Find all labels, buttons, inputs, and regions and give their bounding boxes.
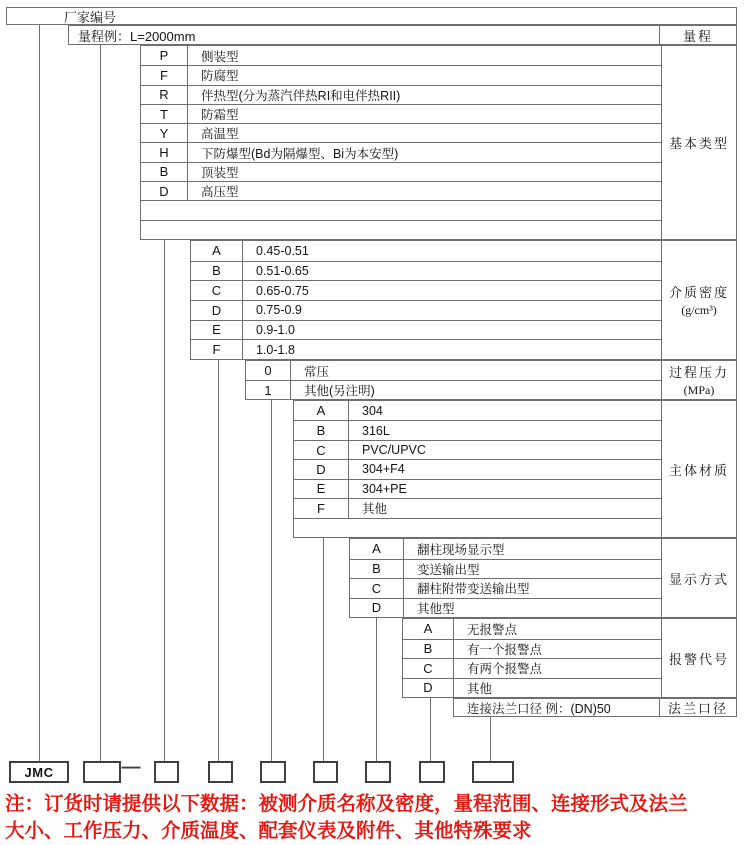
option-desc: 316L [362, 423, 390, 438]
option-row [350, 578, 661, 598]
option-desc: 顶装型 [201, 165, 239, 180]
connector-line-pressure [271, 400, 272, 761]
option-code: B [141, 163, 188, 181]
option-desc: 0.75-0.9 [256, 303, 302, 318]
option-desc: 0.9-1.0 [256, 322, 295, 337]
option-desc: 翻柱现场显示型 [417, 542, 505, 557]
connector-line-flange [490, 717, 491, 761]
section-label-text: 过程压力 [668, 365, 729, 380]
option-desc: 1.0-1.8 [256, 342, 295, 357]
option-code: D [191, 301, 243, 320]
option-desc: 其他(另注明) [304, 384, 375, 398]
option-code: B [403, 640, 454, 659]
option-code: A [294, 401, 349, 420]
option-row [294, 420, 661, 439]
section-label [661, 539, 736, 617]
option-code: 0 [246, 361, 291, 380]
range-label: 量程 [659, 26, 736, 44]
code-box-display [365, 761, 391, 783]
option-code: C [350, 579, 404, 598]
model-prefix-text: JMC [24, 764, 54, 780]
option-code: T [141, 105, 188, 123]
code-box-alarm [419, 761, 445, 783]
connector-line-material [323, 538, 324, 761]
option-desc: 高温型 [201, 127, 239, 142]
option-row [191, 241, 661, 261]
option-row [246, 380, 661, 399]
option-row [350, 539, 661, 559]
option-row [294, 459, 661, 478]
section-label-text: 显示方式 [668, 571, 729, 587]
option-row [141, 181, 661, 200]
option-desc: PVC/UPVC [362, 443, 426, 458]
section-label-text: 报警代号 [668, 651, 729, 667]
option-desc: 高压型 [201, 185, 239, 200]
option-desc: 下防爆型(Bd为隔爆型、Bi为本安型) [201, 146, 399, 161]
connector-line-manufacturer [39, 25, 40, 761]
option-code: D [350, 599, 404, 618]
option-code: A [403, 619, 454, 639]
option-row [403, 619, 661, 639]
option-desc: 防腐型 [201, 69, 239, 84]
option-desc: 0.45-0.51 [256, 243, 309, 258]
option-code: 1 [246, 381, 291, 399]
option-row [403, 678, 661, 698]
option-code: R [141, 86, 188, 104]
connector-line-density [218, 360, 219, 761]
connector-line-basic-type [164, 240, 165, 761]
option-desc: 有一个报警点 [467, 642, 543, 657]
option-code: D [141, 182, 188, 200]
flange-size-text: 连接法兰口径 例：(DN)50 [467, 701, 611, 716]
section-process-pressure [245, 360, 737, 400]
option-row [141, 162, 661, 181]
option-row [350, 598, 661, 618]
model-prefix-box [9, 761, 69, 783]
option-desc: 防霜型 [201, 108, 239, 123]
section-manufacturer-code [6, 7, 737, 25]
option-code: H [141, 143, 188, 161]
section-label [661, 46, 736, 239]
option-code: E [191, 321, 243, 340]
option-row [191, 320, 661, 340]
section-label-text: 介质密度 [668, 285, 729, 300]
range-example-text: 量程例：L=2000mm [78, 28, 196, 44]
option-desc: 有两个报警点 [467, 662, 543, 677]
option-code: D [403, 679, 454, 698]
option-row [191, 261, 661, 281]
section-body-material [293, 400, 737, 538]
section-label-text: 主体材质 [668, 462, 729, 478]
option-code: B [294, 421, 349, 439]
option-row [191, 339, 661, 359]
option-row [141, 220, 661, 239]
option-desc: 304+F4 [362, 462, 405, 477]
section-basic-type [140, 45, 737, 240]
option-code: A [350, 539, 404, 559]
code-box-range [83, 761, 121, 783]
option-code: C [191, 281, 243, 300]
section-flange-size [453, 698, 737, 717]
model-separator-dash: — [121, 757, 141, 778]
option-desc: 0.65-0.75 [256, 283, 309, 298]
option-desc: 侧装型 [201, 49, 239, 64]
option-code: F [141, 66, 188, 84]
option-desc: 翻柱附带变送输出型 [417, 582, 530, 597]
option-desc: 伴热型(分为蒸汽伴热RI和电伴热RII) [201, 88, 401, 103]
section-display-mode [349, 538, 737, 618]
option-row [403, 658, 661, 678]
option-row [246, 361, 661, 380]
option-desc: 304+PE [362, 481, 407, 496]
option-desc: 常压 [304, 364, 330, 379]
code-box-flange [472, 761, 514, 783]
option-code: E [294, 480, 349, 498]
option-row [294, 479, 661, 498]
flange-size-label: 法兰口径 [659, 699, 736, 716]
section-alarm-code [402, 618, 737, 698]
option-row [141, 85, 661, 104]
option-code: B [350, 560, 404, 579]
code-box-pressure [260, 761, 286, 783]
option-code: F [191, 340, 243, 359]
connector-line-display [376, 618, 377, 761]
section-label-unit: (MPa) [683, 383, 715, 397]
order-note-line-2: 大小、工作压力、介质温度、配套仪表及附件、其他特殊要求 [5, 820, 532, 842]
connector-line-range [100, 45, 101, 761]
option-code: C [294, 441, 349, 459]
option-row [191, 300, 661, 320]
option-desc: 变送输出型 [417, 562, 480, 577]
code-box-basic-type [154, 761, 179, 783]
option-code: F [294, 499, 349, 517]
option-row [294, 440, 661, 459]
option-row [141, 104, 661, 123]
code-box-density [208, 761, 233, 783]
option-code: Y [141, 124, 188, 142]
option-row [350, 559, 661, 579]
option-row [141, 142, 661, 161]
option-desc: 其他 [362, 502, 388, 517]
option-code: B [191, 262, 243, 281]
section-medium-density [190, 240, 737, 360]
option-row [191, 280, 661, 300]
option-row [141, 65, 661, 84]
connector-line-alarm [430, 698, 431, 761]
option-desc: 其他 [467, 681, 493, 696]
option-row [294, 401, 661, 420]
option-desc: 304 [362, 403, 383, 418]
option-row [403, 639, 661, 659]
section-label-text: 基本类型 [668, 136, 729, 151]
order-note-line-1: 注：订货时请提供以下数据：被测介质名称及密度，量程范围、连接形式及法兰 [5, 793, 688, 815]
option-desc: 无报警点 [467, 622, 518, 637]
section-label [661, 401, 736, 537]
manufacturer-code-text: 厂家编号 [64, 9, 117, 25]
option-code: D [294, 460, 349, 478]
code-box-material [313, 761, 338, 783]
option-row [294, 518, 661, 537]
option-desc: 其他型 [417, 601, 455, 616]
option-desc: 0.51-0.65 [256, 263, 309, 278]
option-row [141, 200, 661, 219]
section-range [68, 25, 737, 45]
option-code: C [403, 659, 454, 678]
option-code: A [191, 241, 243, 261]
option-row [294, 498, 661, 517]
section-label-unit: (g/cm³) [681, 303, 717, 317]
option-code: P [141, 46, 188, 65]
option-row [141, 123, 661, 142]
option-row [141, 46, 661, 65]
section-label [661, 241, 736, 359]
section-label [661, 619, 736, 697]
section-label [661, 361, 736, 399]
